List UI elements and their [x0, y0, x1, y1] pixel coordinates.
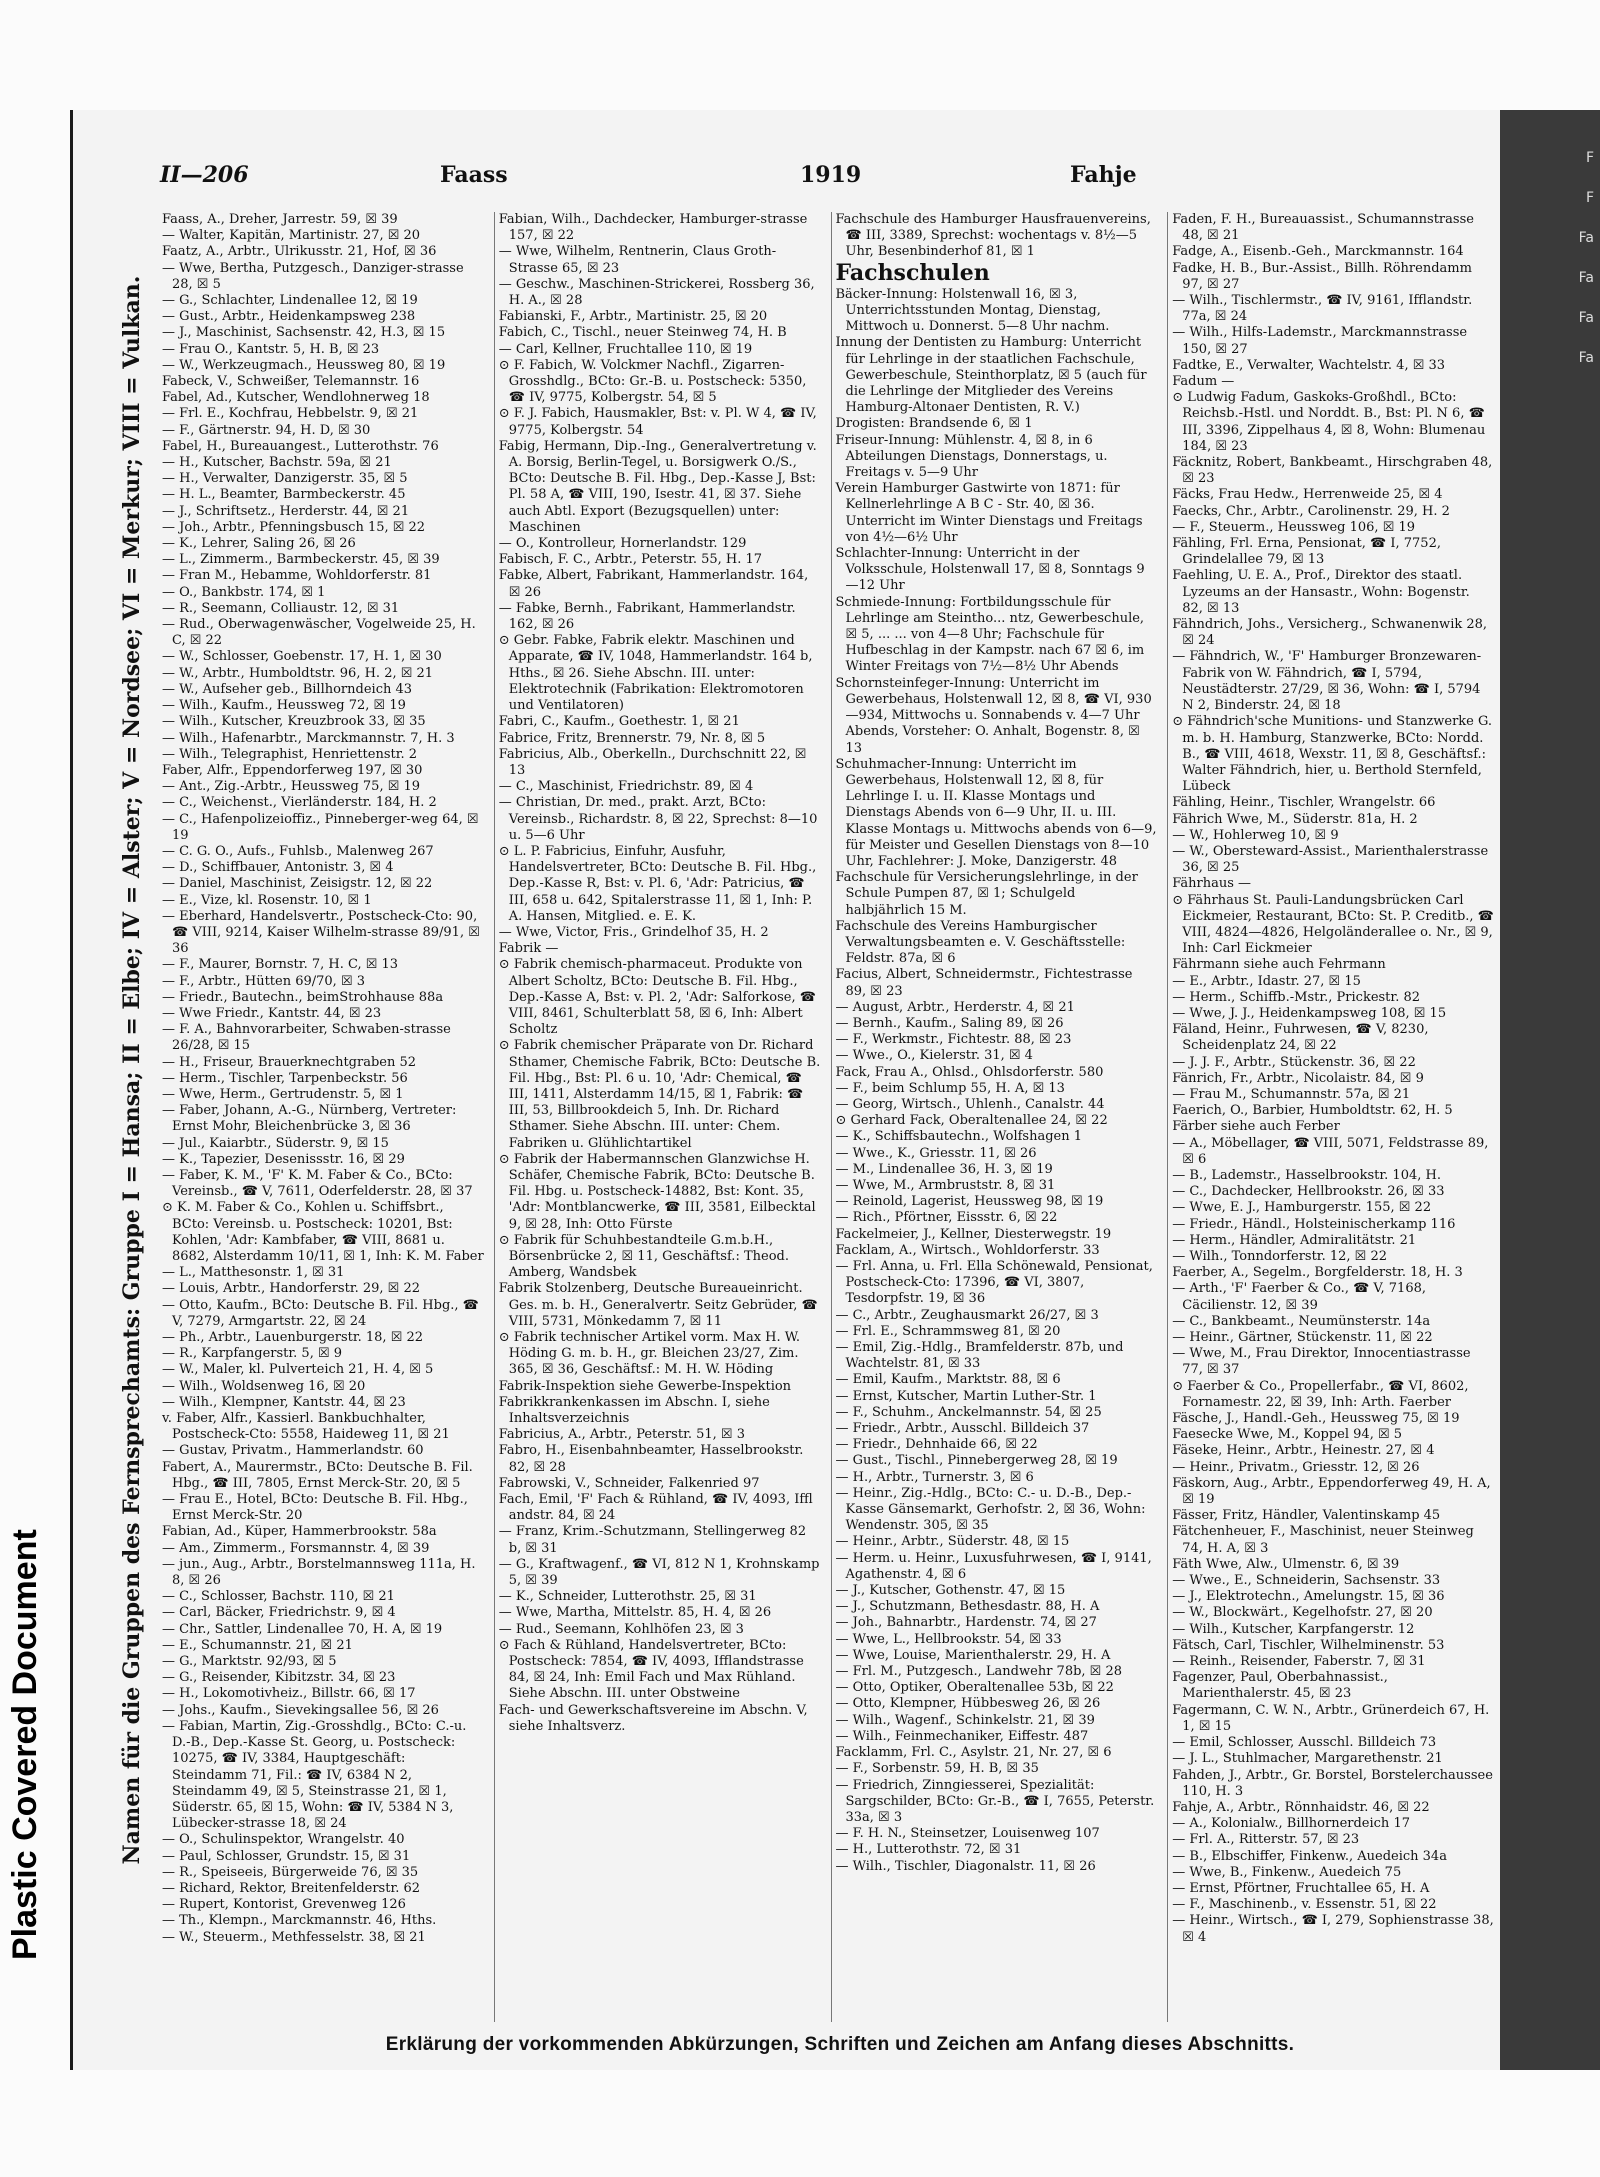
directory-entry: — C., Schlosser, Bachstr. 110, ☒ 21 — [162, 1589, 395, 1605]
directory-entry: — Frau O., Kantstr. 5, H. B, ☒ 23 — [162, 341, 380, 357]
directory-entry: — H., Verwalter, Danzigerstr. 35, ☒ 5 — [162, 471, 408, 487]
directory-entry: — Fabian, Martin, Zig.-Grosshdlg., BCto: C.-u. D.-B., Dep.-Kasse St. Georg, u. Postscheck: 10275, ☎ IV, 3384, Hauptgeschäft: Steindamm 71, Fil.: ☎ IV, 6384 N 2, Steindamm 49, ☒ 5, Steinstrasse 21, ☒ 1, Süderstr. 65, ☒ 15, Wohn: ☎ IV, 5384 N 3, Lübecker-strasse 18, ☒ 24 — [162, 1718, 467, 1832]
directory-entry: — W., Maler, kl. Pulverteich 21, H. 4, ☒ 5 — [162, 1362, 434, 1378]
directory-entry: Drogisten: Brandsende 6, ☒ 1 — [835, 416, 1033, 432]
directory-entry: Fabig, Hermann, Dip.-Ing., Generalvertretung v. A. Borsig, Berlin-Tegel, u. Borsigwerk O./S., BCto: Deutsche B. Fil. Hbg., Dep.-Kasse J, Bst: Pl. 58 A, ☎ VIII, 190, Isestr. 41, ☒ 37. Siehe auch Abtl. Export (Bezugsquellen) unter: Maschinen — [498, 438, 817, 535]
directory-entry: Fabricius, A., Arbtr., Peterstr. 51, ☒ 3 — [498, 1427, 745, 1443]
directory-entry: Fährmann siehe auch Fehrmann — [1172, 957, 1386, 973]
directory-entry: — Fran M., Hebamme, Wohldorferstr. 81 — [162, 568, 432, 584]
directory-entry: — H., Kutscher, Bachstr. 59a, ☒ 21 — [162, 455, 392, 471]
directory-entry: Fadke, H. B., Bur.-Assist., Billh. Röhrendamm 97, ☒ 27 — [1172, 260, 1472, 292]
directory-entry: ⊙ Fabrik der Habermannschen Glanzwichse H. Schäfer, Chemische Fabrik, BCto: Deutsche B. Fil. Hbg. u. Postscheck-14882, Bst: Kont. 35, 'Adr: Montblancwerke, ☎ III, 3581, Eilbecktal 9, ☒ 28, Inh: Otto Fürste — [498, 1151, 816, 1232]
directory-entry: Fähndrich, Johs., Versicherg., Schwanenwik 28, ☒ 24 — [1172, 617, 1488, 649]
directory-entry: — H., Arbtr., Turnerstr. 3, ☒ 6 — [835, 1469, 1034, 1485]
directory-entry: — F., Gärtnerstr. 94, H. D, ☒ 30 — [162, 422, 371, 438]
directory-entry: Facius, Albert, Schneidermstr., Fichtestrasse 89, ☒ 23 — [835, 967, 1133, 999]
directory-entry: Facklam, A., Wirtsch., Wohldorferstr. 33 — [835, 1242, 1100, 1258]
directory-entry: — Wilh., Woldsenweg 16, ☒ 20 — [162, 1378, 366, 1394]
directory-entry: — Wwe, M., Frau Direktor, Innocentiastrasse 77, ☒ 37 — [1172, 1346, 1471, 1378]
directory-entry: — J. J. F., Arbtr., Stückenstr. 36, ☒ 22 — [1172, 1054, 1416, 1070]
directory-entry: — F., beim Schlump 55, H. A, ☒ 13 — [835, 1080, 1065, 1096]
directory-entry: — Wilh., Tischler, Diagonalstr. 11, ☒ 26 — [835, 1858, 1096, 1874]
directory-entry: Fabian, Wilh., Dachdecker, Hamburger-strasse 157, ☒ 22 — [498, 212, 808, 244]
directory-entry: — Wwe, Wilhelm, Rentnerin, Claus Groth-Strasse 65, ☒ 23 — [498, 244, 777, 276]
directory-entry: Fabich, C., Tischl., neuer Steinweg 74, H. B — [498, 325, 787, 341]
directory-entry: — August, Arbtr., Herderstr. 4, ☒ 21 — [835, 999, 1075, 1015]
directory-entry: — C. G. O., Aufs., Fuhlsb., Malenweg 267 — [162, 843, 434, 859]
directory-entry: — Wwe, Martha, Mittelstr. 85, H. 4, ☒ 26 — [498, 1605, 772, 1621]
directory-entry: Schmiede-Innung: Fortbildungsschule für Lehrlinge am Steintho... ntz, Gewerbeschule, ☒ 5, ... ... von 4—8 Uhr; Fachschule für Hufbeschlag in der Kampstr. nach 67 ☒ 6, im Winter Freitags von 7½—8½ Uhr Abends — [835, 594, 1145, 675]
directory-entry: Fachschule des Hamburger Hausfrauenvereins, ☎ III, 3389, Sprechst: wochentags v. 8½—5 Uhr, Besenbinderhof 81, ☒ 1 — [835, 212, 1151, 260]
directory-entry: — O., Kontrolleur, Hornerlandstr. 129 — [498, 536, 747, 552]
directory-entry: — Christian, Dr. med., prakt. Arzt, BCto: Vereinsb., Richardstr. 8, ☒ 22, Sprechst: 8—10 u. 5—6 Uhr — [498, 795, 818, 843]
directory-entry: — Otto, Optiker, Oberaltenallee 53b, ☒ 22 — [835, 1680, 1114, 1696]
directory-entry: — Otto, Klempner, Hübbesweg 26, ☒ 26 — [835, 1696, 1101, 1712]
directory-entry: Fabel, Ad., Kutscher, Wendlohnerweg 18 — [162, 390, 430, 406]
directory-columns — [158, 212, 1498, 2022]
directory-entry: — Frl. E., Schrammsweg 81, ☒ 20 — [835, 1323, 1061, 1339]
directory-entry: — Emil, Kaufm., Marktstr. 88, ☒ 6 — [835, 1372, 1061, 1388]
directory-entry: Fabrikkrankenkassen im Abschn. I, siehe Inhaltsverzeichnis — [498, 1394, 770, 1427]
directory-entry: — O., Bankbstr. 174, ☒ 1 — [162, 584, 326, 600]
directory-entry: — Heinr., Arbtr., Süderstr. 48, ☒ 15 — [835, 1534, 1070, 1550]
directory-entry: — J., Schutzmann, Bethesdastr. 88, H. A — [835, 1599, 1100, 1615]
directory-entry: — F., Sorbenstr. 59, H. B, ☒ 35 — [835, 1761, 1039, 1777]
page-header — [160, 162, 1500, 196]
directory-entry: — W., Werkzeugmach., Heussweg 80, ☒ 19 — [162, 357, 446, 373]
directory-entry: Faatz, A., Arbtr., Ulrikusstr. 21, Hof, ☒ 36 — [162, 244, 437, 260]
directory-entry: — Wilh., Hilfs-Lademstr., Marckmannstrasse 150, ☒ 27 — [1172, 325, 1468, 357]
directory-entry: — Rupert, Kontorist, Grevenweg 126 — [162, 1897, 406, 1913]
column-1 — [158, 212, 488, 2022]
directory-entry: — A., Möbellager, ☎ VIII, 5071, Feldstrasse 89, ☒ 6 — [1172, 1135, 1489, 1167]
directory-entry: v. Faber, Alfr., Kassierl. Bankbuchhalter, Postscheck-Cto: 5558, Haideweg 11, ☒ 21 — [162, 1411, 450, 1443]
directory-entry: — R., Karpfangerstr. 5, ☒ 9 — [162, 1346, 343, 1362]
directory-entry: — Emil, Schlosser, Ausschl. Billdeich 73 — [1172, 1735, 1437, 1751]
directory-entry: — Friedr., Dehnhaide 66, ☒ 22 — [835, 1437, 1038, 1453]
directory-entry: — F., Arbtr., Hütten 69/70, ☒ 3 — [162, 973, 365, 989]
directory-entry: — Herm., Tischler, Tarpenbeckstr. 56 — [162, 1070, 408, 1086]
directory-entry: — Frl. Anna, u. Frl. Ella Schönewald, Pensionat, Postscheck-Cto: 17396, ☎ VI, 3807, Tesdorpfstr. 19, ☒ 36 — [835, 1259, 1153, 1307]
directory-entry: ⊙ Fabrik chemischer Präparate von Dr. Richard Sthamer, Chemische Fabrik, BCto: Deutsche B. Fil. Hbg., Bst: Pl. 6 u. 10, 'Adr: Chemical, ☎ III, 1411, Alsterdamm 14/15, ☒ 1, Fabrik: ☎ III, 53, Billbrookdeich 5, Inh. Dr. Richard Sthamer. Siehe Abschn. III. unter: Chem. Fabriken u. Glühlichtartikel — [498, 1038, 821, 1151]
directory-entry: — B., Elbschiffer, Finkenw., Auedeich 34a — [1172, 1848, 1447, 1864]
directory-entry: — Wwe, M., Armbruststr. 8, ☒ 31 — [835, 1177, 1056, 1193]
directory-entry: Fähling, Heinr., Tischler, Wrangelstr. 66 — [1172, 795, 1436, 811]
directory-entry: — Herm., Händler, Admiralitätstr. 21 — [1172, 1232, 1417, 1248]
directory-entry: — Wwe, J. J., Heidenkampsweg 108, ☒ 15 — [1172, 1005, 1447, 1021]
directory-entry: Fagenzer, Paul, Oberbahnassist., Marienthalerstr. 45, ☒ 23 — [1172, 1670, 1388, 1702]
directory-entry: — M., Lindenallee 36, H. 3, ☒ 19 — [835, 1161, 1053, 1177]
directory-entry: — Wilh., Tonndorferstr. 12, ☒ 22 — [1172, 1249, 1387, 1264]
directory-entry: Fätchenheuer, F., Maschinist, neuer Steinweg 74, H. A, ☒ 3 — [1172, 1524, 1474, 1556]
directory-entry: Faerich, O., Barbier, Humboldtstr. 62, H. 5 — [1172, 1103, 1453, 1119]
directory-entry: — J., Schriftsetz., Herderstr. 44, ☒ 21 — [162, 503, 410, 519]
directory-entry: — Wwe Friedr., Kantstr. 44, ☒ 23 — [162, 1005, 382, 1021]
directory-entry: — Frau M., Schumannstr. 57a, ☒ 21 — [1172, 1086, 1411, 1102]
directory-entry: ⊙ Fähndrich'sche Munitions- und Stanzwerke G. m. b. H. Hamburg, Stanzwerke, BCto: Nordd. B., ☎ VIII, 4618, Wexstr. 11, ☒ 8, Geschäftsf.: Walter Fähndrich, hier, u. Berthold Sternfeld, Lübeck — [1172, 714, 1493, 795]
directory-entry: — W., Arbtr., Humboldtstr. 96, H. 2, ☒ 21 — [162, 665, 434, 681]
directory-entry: — J. L., Stuhlmacher, Margarethenstr. 21 — [1172, 1751, 1443, 1767]
directory-entry: — Ernst, Kutscher, Martin Luther-Str. 1 — [835, 1388, 1097, 1404]
directory-entry: Fährich Wwe, M., Süderstr. 81a, H. 2 — [1172, 811, 1418, 827]
directory-entry: Fackelmeier, J., Kellner, Diesterwegstr. 19 — [835, 1226, 1112, 1242]
directory-entry: — J., Maschinist, Sachsenstr. 42, H.3, ☒ 15 — [162, 325, 446, 341]
directory-entry: Faass, A., Dreher, Jarrestr. 59, ☒ 39 — [162, 212, 398, 227]
directory-entry: — L., Zimmerm., Barmbeckerstr. 45, ☒ 39 — [162, 552, 440, 568]
directory-entry: Fäth Wwe, Alw., Ulmenstr. 6, ☒ 39 — [1172, 1556, 1400, 1572]
directory-entry: Faber, Alfr., Eppendorferweg 197, ☒ 30 — [162, 762, 423, 778]
directory-entry: — Walter, Kapitän, Martinistr. 27, ☒ 20 — [162, 228, 421, 244]
directory-entry: — K., Schneider, Lutterothstr. 25, ☒ 31 — [498, 1589, 757, 1605]
directory-entry: — W., Schlosser, Goebenstr. 17, H. 1, ☒ 30 — [162, 649, 442, 665]
column-4 — [1167, 212, 1498, 2022]
directory-entry: — Wwe, Bertha, Putzgesch., Danziger-strasse 28, ☒ 5 — [162, 260, 464, 292]
directory-entry: Fadge, A., Eisenb.-Geh., Marckmannstr. 164 — [1172, 244, 1464, 260]
directory-entry: — Frau E., Hotel, BCto: Deutsche B. Fil. Hbg., Ernst Merck-Str. 20 — [162, 1492, 468, 1524]
directory-entry: — Gustav, Privatm., Hammerlandstr. 60 — [162, 1443, 424, 1459]
directory-entry: — Wwe, Herm., Gertrudenstr. 5, ☒ 1 — [162, 1086, 404, 1102]
directory-entry: — Franz, Krim.-Schutzmann, Stellingerweg 82 b, ☒ 31 — [498, 1524, 807, 1556]
directory-entry: Fabrice, Fritz, Brennerstr. 79, Nr. 8, ☒ 5 — [498, 730, 766, 746]
adjacent-page-edge — [1500, 110, 1600, 2070]
directory-entry: — Wilh., Tischlermstr., ☎ IV, 9161, Ifflandstr. 77a, ☒ 24 — [1172, 293, 1473, 325]
directory-entry: — C., Arbtr., Zeughausmarkt 26/27, ☒ 3 — [835, 1307, 1099, 1323]
column-2 — [494, 212, 825, 2022]
directory-entry: ⊙ K. M. Faber & Co., Kohlen u. Schiffsbrt., BCto: Vereinsb. u. Postscheck: 10201, Bst: Kohlen, 'Adr: Kambfaber, ☎ VIII, 8681 u. 8682, Alsterdamm 10/11, ☒ 1, Inh: K. M. Faber — [162, 1200, 484, 1264]
directory-entry: ⊙ Fach & Rühland, Handelsvertreter, BCto: Postscheck: 7854, ☎ IV, 4093, Ifflandstrasse 84, ☒ 24, Inh: Emil Fach und Max Rühland. Siehe Abschn. III. unter Obstweine — [498, 1637, 804, 1702]
directory-entry: — Faber, Johann, A.-G., Nürnberg, Vertreter: Ernst Mohr, Bleichenbrücke 3, ☒ 36 — [162, 1103, 457, 1135]
directory-entry: Facklamm, Frl. C., Asylstr. 21, Nr. 27, ☒ 6 — [835, 1745, 1112, 1761]
directory-entry: Verein Hamburger Gastwirte von 1871: für Kellnerlehrlinge A B C - Str. 40, ☒ 36. Unterricht im Winter Dienstags und Freitags von 4½—6½ Uhr — [835, 481, 1143, 545]
directory-entry: — Faber, K. M., 'F' K. M. Faber & Co., BCto: Vereinsb., ☎ V, 7611, Oderfelderstr. 28, ☒ 37 — [162, 1167, 473, 1200]
directory-entry: — Fabke, Bernh., Fabrikant, Hammerlandstr. 162, ☒ 26 — [498, 600, 796, 633]
directory-entry: — Carl, Bäcker, Friedrichstr. 9, ☒ 4 — [162, 1605, 396, 1621]
vertical-band-text: Namen für die Gruppen des Fernsprechamts: Gruppe I = Hansa; II = Elbe; IV = Alster; V = Nordsee; VI = Merkur; VIII = Vulkan. — [119, 275, 145, 1865]
directory-entry: — Friedrich, Zinngiesserei, Spezialität: Sargschilder, BCto: Gr.-B., ☎ I, 7655, Peterstr. 33a, ☒ 3 — [835, 1777, 1155, 1825]
directory-entry: Fähling, Frl. Erna, Pensionat, ☎ I, 7752, Grindelallee 79, ☒ 13 — [1172, 536, 1441, 568]
directory-entry: — Joh., Bahnarbtr., Hardenstr. 74, ☒ 27 — [835, 1615, 1097, 1631]
directory-entry: Fäskorn, Aug., Arbtr., Eppendorferweg 49, H. A, ☒ 19 — [1172, 1475, 1491, 1508]
directory-entry: Fabrik — — [498, 941, 559, 957]
directory-entry: Fadum — — [1172, 374, 1235, 390]
directory-entry: Faerber, A., Segelm., Borgfelderstr. 18, H. 3 — [1172, 1265, 1463, 1281]
directory-entry: — Wilh., Kutscher, Kreuzbrook 33, ☒ 35 — [162, 714, 426, 730]
directory-entry: Faesecke Wwe, M., Koppel 94, ☒ 5 — [1172, 1427, 1403, 1443]
directory-entry: — Geschw., Maschinen-Strickerei, Rossberg 36, H. A., ☒ 28 — [498, 276, 815, 309]
directory-entry: Fäcknitz, Robert, Bankbeamt., Hirschgraben 48, ☒ 23 — [1172, 455, 1493, 487]
directory-entry: — W., Obersteward-Assist., Marienthalerstrasse 36, ☒ 25 — [1172, 843, 1489, 876]
directory-entry: Fabel, H., Bureauangest., Lutterothstr. 76 — [162, 438, 439, 454]
directory-entry: — K., Lehrer, Saling 26, ☒ 26 — [162, 536, 356, 552]
directory-entry: Färber siehe auch Ferber — [1172, 1119, 1340, 1135]
vertical-band — [112, 220, 152, 1920]
directory-entry: — jun., Aug., Arbtr., Borstelmannsweg 111a, H. 8, ☒ 26 — [162, 1556, 476, 1589]
directory-entry: — Frl. E., Kochfrau, Hebbelstr. 9, ☒ 21 — [162, 406, 419, 422]
directory-entry: — Heinr., Privatm., Griesstr. 12, ☒ 26 — [1172, 1459, 1420, 1475]
directory-entry: Friseur-Innung: Mühlenstr. 4, ☒ 8, in 6 Abteilungen Dienstags, Donnerstags, u. Freitags v. 5—9 Uhr — [835, 432, 1108, 481]
directory-entry: — Wilh., Kaufm., Heussweg 72, ☒ 19 — [162, 698, 406, 714]
directory-entry: Fachschule des Vereins Hamburgischer Verwaltungsbeamten e. V. Geschäftsstelle: Feldstr. 87a, ☒ 6 — [835, 918, 1126, 967]
directory-entry: — Friedr., Arbtr., Ausschl. Billdeich 37 — [835, 1421, 1090, 1437]
directory-entry: — Otto, Kaufm., BCto: Deutsche B. Fil. Hbg., ☎ V, 7279, Armgartstr. 22, ☒ 24 — [162, 1297, 479, 1329]
directory-entry: — Louis, Arbtr., Handorferstr. 29, ☒ 22 — [162, 1281, 421, 1297]
directory-entry: — Reinold, Lagerist, Heussweg 98, ☒ 19 — [835, 1194, 1104, 1210]
directory-entry: Fänrich, Fr., Arbtr., Nicolaistr. 84, ☒ 9 — [1172, 1070, 1424, 1086]
directory-entry: — F., Maurer, Bornstr. 7, H. C, ☒ 13 — [162, 957, 399, 973]
directory-entry: — Gust., Tischl., Pinnebergerweg 28, ☒ 19 — [835, 1453, 1118, 1469]
directory-entry: — Frl. A., Ritterstr. 57, ☒ 23 — [1172, 1832, 1360, 1848]
directory-entry: — J., Kutscher, Gothenstr. 47, ☒ 15 — [835, 1583, 1066, 1599]
directory-entry: — G., Marktstr. 92/93, ☒ 5 — [162, 1654, 337, 1670]
directory-entry: — Chr., Sattler, Lindenallee 70, H. A, ☒ 19 — [162, 1621, 443, 1637]
directory-entry: — Am., Zimmerm., Forsmannstr. 4, ☒ 39 — [162, 1540, 430, 1556]
directory-entry: — G., Schlachter, Lindenallee 12, ☒ 19 — [162, 293, 418, 309]
directory-entry: ⊙ Fabrik für Schuhbestandteile G.m.b.H., Börsenbrücke 2, ☒ 11, Geschäftsf.: Theod. Amberg, Wandsbek — [498, 1232, 789, 1281]
directory-entry: — Rich., Pförtner, Eissstr. 6, ☒ 22 — [835, 1210, 1058, 1226]
directory-entry: — C., Bankbeamt., Neumünsterstr. 14a — [1172, 1313, 1431, 1329]
directory-entry: — A., Kolonialw., Billhornerdeich 17 — [1172, 1816, 1410, 1832]
directory-entry: — Wilh., Wagenf., Schinkelstr. 21, ☒ 39 — [835, 1712, 1095, 1728]
directory-entry: — Heinr., Gärtner, Stückenstr. 11, ☒ 22 — [1172, 1330, 1433, 1346]
directory-entry: — H., Friseur, Brauerknechtgraben 52 — [162, 1054, 417, 1070]
directory-entry: Fabricius, Alb., Oberkelln., Durchschnitt 22, ☒ 13 — [498, 746, 807, 778]
directory-entry: ⊙ Faerber & Co., Propellerfabr., ☎ VI, 8602, Fornamestr. 22, ☒ 39, Inh: Arth. Faerber — [1172, 1378, 1469, 1410]
directory-entry: — Rud., Oberwagenwäscher, Vogelweide 25, H. C, ☒ 22 — [162, 617, 476, 649]
directory-entry: — Arth., 'F' Faerber & Co., ☎ V, 7168, Cäcilienstr. 12, ☒ 39 — [1172, 1281, 1427, 1313]
directory-entry: Faehling, U. E. A., Prof., Direktor des staatl. Lyzeums an der Hansastr., Wohn: Bogenstr. 82, ☒ 13 — [1172, 568, 1470, 616]
directory-entry: — W., Steuerm., Methfesselstr. 38, ☒ 21 — [162, 1929, 426, 1945]
directory-entry: — L., Matthesonstr. 1, ☒ 31 — [162, 1265, 345, 1281]
header-year: 1919 — [800, 162, 862, 188]
directory-entry: Schuhmacher-Innung: Unterricht im Gewerbehaus, Holstenwall 12, ☒ 8, für Lehrlinge I. u. II. Klasse Montags und Dienstags Abends von 6—9 Uhr, II. u. III. Klasse Montags u. Mittwochs abends von 6—9, für Meister und Gesellen Dienstags von 8—10 Uhr, Fachlehrer: J. Moke, Danzigerstr. 48 — [835, 756, 1157, 869]
directory-entry: Fätsch, Carl, Tischler, Wilhelminenstr. 53 — [1172, 1637, 1445, 1653]
side-label: Plastic Covered Document — [6, 1529, 44, 1960]
directory-entry: Fabke, Albert, Fabrikant, Hammerlandstr. 164, ☒ 26 — [498, 568, 809, 600]
directory-entry: — Jul., Kaiarbtr., Süderstr. 9, ☒ 15 — [162, 1135, 389, 1151]
directory-entry: Bäcker-Innung: Holstenwall 16, ☒ 3, Unterrichtsstunden Montag, Dienstag, Mittwoch u. Donnerst. 5—8 Uhr nachm. — [835, 286, 1110, 335]
directory-entry: ⊙ Ludwig Fadum, Gaskoks-Großhdl., BCto: Reichsb.-Hstl. und Norddt. B., Bst: Pl. N 6, ☎ III, 3396, Zippelhaus 4, ☒ 8, Wohn: Blumenau 184, ☒ 23 — [1172, 390, 1486, 454]
directory-entry: — Wilh., Feinmechaniker, Eiffestr. 487 — [835, 1728, 1089, 1744]
directory-entry: — D., Schiffbauer, Antonistr. 3, ☒ 4 — [162, 860, 394, 876]
directory-entry: — Reinh., Reisender, Faberstr. 7, ☒ 31 — [1172, 1654, 1426, 1670]
directory-entry: — Frl. M., Putzgesch., Landwehr 78b, ☒ 28 — [835, 1664, 1123, 1680]
directory-entry: — Th., Klempn., Marckmannstr. 46, Hths. — [162, 1913, 437, 1929]
directory-entry: — Wwe, B., Finkenw., Auedeich 75 — [1172, 1864, 1402, 1880]
section-heading: Fachschulen — [835, 259, 990, 286]
directory-entry: — Friedr., Händl., Holsteinischerkamp 116 — [1172, 1216, 1456, 1232]
directory-entry: — C., Dachdecker, Hellbrookstr. 26, ☒ 33 — [1172, 1184, 1445, 1200]
directory-entry: Fahden, J., Arbtr., Gr. Borstel, Borstelerchaussee 110, H. 3 — [1172, 1767, 1493, 1799]
directory-entry: — C., Maschinist, Friedrichstr. 89, ☒ 4 — [498, 779, 754, 795]
directory-entry: — J., Elektrotechn., Amelungstr. 15, ☒ 36 — [1172, 1589, 1445, 1605]
directory-entry: ⊙ F. J. Fabich, Hausmakler, Bst: v. Pl. W 4, ☎ IV, 9775, Kolbergstr. 54 — [498, 406, 817, 438]
directory-entry: — Eberhard, Handelsvertr., Postscheck-Cto: 90, ☎ VIII, 9214, Kaiser Wilhelm-strasse 89/91, ☒ 36 — [162, 908, 480, 957]
directory-entry: — K., Schiffsbautechn., Wolfshagen 1 — [835, 1129, 1083, 1145]
edge-letter: F — [1585, 190, 1594, 206]
directory-entry: — Wilh., Hafenarbtr., Marckmannstr. 7, H. 3 — [162, 730, 455, 746]
directory-entry: — E., Schumannstr. 21, ☒ 21 — [162, 1637, 353, 1653]
directory-entry: — R., Seemann, Colliaustr. 12, ☒ 31 — [162, 600, 400, 616]
directory-entry: — Wwe, L., Hellbrookstr. 54, ☒ 33 — [835, 1631, 1062, 1647]
header-left-word: Faass — [440, 162, 508, 188]
directory-entry: — Rud., Seemann, Kohlhöfen 23, ☒ 3 — [498, 1621, 744, 1637]
directory-entry: — G., Reisender, Kibitzstr. 34, ☒ 23 — [162, 1670, 396, 1686]
footer-note: Erklärung der vorkommenden Abkürzungen, Schriften und Zeichen am Anfang dieses Abschnitts. — [385, 2034, 1295, 2055]
directory-entry: ⊙ Gerhard Fack, Oberaltenallee 24, ☒ 22 — [835, 1113, 1108, 1129]
directory-entry: ⊙ Fabrik chemisch-pharmaceut. Produkte von Albert Scholtz, BCto: Deutsche B. Fil. Hbg., Dep.-Kasse A, Bst: v. Pl. 2, 'Adr: Salforkose, ☎ VIII, 8461, Schulterblatt 58, ☒ 6, Inh: Albert Scholtz — [498, 957, 816, 1038]
directory-entry: — Paul, Schlosser, Grundstr. 15, ☒ 31 — [162, 1848, 411, 1864]
directory-entry: — W., Aufseher geb., Billhorndeich 43 — [162, 681, 413, 697]
directory-entry: — Emil, Zig.-Hdlg., Bramfelderstr. 87b, und Wachtelstr. 81, ☒ 33 — [835, 1340, 1124, 1372]
directory-entry: — F., Werkmstr., Fichtestr. 88, ☒ 23 — [835, 1032, 1072, 1048]
directory-entry: Fässer, Fritz, Händler, Valentinskamp 45 — [1172, 1508, 1441, 1524]
directory-entry: — C., Weichenst., Vierländerstr. 184, H. 2 — [162, 795, 437, 811]
directory-entry: Fabrowski, V., Schneider, Falkenried 97 — [498, 1475, 760, 1491]
directory-entry: Schornsteinfeger-Innung: Unterricht im Gewerbehaus, Holstenwall 12, ☒ 8, ☎ VI, 930—934, Mittwochs u. Sonnabends v. 4—7 Uhr Abends, Vorsteher: O. Anhalt, Bogenstr. 8, ☒ 13 — [835, 675, 1152, 756]
directory-entry: — G., Kraftwagenf., ☎ VI, 812 N 1, Krohnskamp 5, ☒ 39 — [498, 1556, 820, 1589]
directory-entry: — Wilh., Kutscher, Karpfangerstr. 12 — [1172, 1621, 1415, 1637]
directory-entry: — Friedr., Bautechn., beimStrohhause 88a — [162, 989, 444, 1005]
directory-entry: Fabri, C., Kaufm., Goethestr. 1, ☒ 21 — [498, 714, 740, 730]
page-number: II—206 — [160, 162, 249, 188]
directory-entry: Fährhaus — — [1172, 876, 1252, 892]
directory-entry: ⊙ Fabrik technischer Artikel vorm. Max H. W. Höding G. m. b. H., gr. Bleichen 23/27, Zim. 365, ☒ 36, Geschäftsf.: M. H. W. Höding — [498, 1330, 801, 1378]
directory-entry: Fabert, A., Maurermstr., BCto: Deutsche B. Fil. Hbg., ☎ III, 7805, Ernst Merck-Str. 20, ☒ 5 — [162, 1459, 473, 1491]
directory-entry: — H., Lutterothstr. 72, ☒ 31 — [835, 1842, 1022, 1858]
directory-entry: — Wwe., E., Schneiderin, Sachsenstr. 33 — [1172, 1573, 1441, 1589]
directory-entry: — Georg, Wirtsch., Uhlenh., Canalstr. 44 — [835, 1096, 1105, 1112]
directory-entry: Fäland, Heinr., Fuhrwesen, ☎ V, 8230, Scheidenplatz 24, ☒ 22 — [1172, 1022, 1429, 1054]
directory-entry: — Herm. u. Heinr., Luxusfuhrwesen, ☎ I, 9141, Agathenstr. 4, ☒ 6 — [835, 1550, 1152, 1582]
edge-letter: Fa — [1578, 310, 1594, 326]
directory-entry: — Richard, Rektor, Breitenfelderstr. 62 — [162, 1880, 421, 1896]
directory-entry: Fäseke, Heinr., Arbtr., Heinestr. 27, ☒ 4 — [1172, 1443, 1435, 1459]
directory-entry: — Gust., Arbtr., Heidenkampsweg 238 — [162, 309, 416, 325]
directory-entry: — W., Hohlerweg 10, ☒ 9 — [1172, 827, 1339, 843]
directory-entry: — H. L., Beamter, Barmbeckerstr. 45 — [162, 487, 406, 503]
directory-entry: — E., Arbtr., Idastr. 27, ☒ 15 — [1172, 973, 1361, 989]
directory-entry: — Ant., Zig.-Arbtr., Heussweg 75, ☒ 19 — [162, 779, 421, 795]
edge-letter: Fa — [1578, 230, 1594, 246]
directory-entry: Fabro, H., Eisenbahnbeamter, Hasselbrookstr. 82, ☒ 28 — [498, 1443, 804, 1475]
directory-entry: — Wwe, Louise, Marienthalerstr. 29, H. A — [835, 1647, 1111, 1663]
directory-entry: — H., Lokomotivheiz., Billstr. 66, ☒ 17 — [162, 1686, 416, 1702]
directory-entry: Fabianski, F., Arbtr., Martinistr. 25, ☒ 20 — [498, 309, 768, 325]
directory-entry: — Bernh., Kaufm., Saling 89, ☒ 26 — [835, 1015, 1064, 1031]
directory-entry: Faden, F. H., Bureauassist., Schumannstrasse 48, ☒ 21 — [1172, 212, 1474, 244]
directory-entry: — O., Schulinspektor, Wrangelstr. 40 — [162, 1832, 405, 1848]
directory-entry: — Wwe., O., Kielerstr. 31, ☒ 4 — [835, 1048, 1033, 1064]
directory-entry: — F., Steuerm., Heussweg 106, ☒ 19 — [1172, 519, 1416, 535]
column-3 — [831, 212, 1162, 2022]
directory-entry: — E., Vize, kl. Rosenstr. 10, ☒ 1 — [162, 892, 372, 908]
directory-entry: — C., Hafenpolizeioffiz., Pinneberger-weg 64, ☒ 19 — [162, 811, 479, 843]
directory-entry: Fadtke, E., Verwalter, Wachtelstr. 4, ☒ 33 — [1172, 357, 1446, 373]
directory-entry: — R., Speiseeis, Bürgerweide 76, ☒ 35 — [162, 1864, 419, 1880]
directory-entry: ⊙ Gebr. Fabke, Fabrik elektr. Maschinen und Apparate, ☎ IV, 1048, Hammerlandstr. 164 b, Hths., ☒ 26. Siehe Abschn. III. unter: Elektrotechnik (Fabrikation: Elektromotoren und Ventilatoren) — [498, 633, 813, 714]
directory-entry: ⊙ F. Fabich, W. Volckmer Nachfl., Zigarren-Grosshdlg., BCto: Gr.-B. u. Postscheck: 5350, ☎ IV, 9775, Kolbergstr. 54, ☒ 5 — [498, 357, 807, 406]
directory-entry: — Johs., Kaufm., Sievekingsallee 56, ☒ 26 — [162, 1702, 439, 1718]
directory-entry: — Joh., Arbtr., Pfenningsbusch 15, ☒ 22 — [162, 519, 426, 535]
directory-entry: Fahje, A., Arbtr., Rönnhaidstr. 46, ☒ 22 — [1172, 1799, 1430, 1815]
directory-entry: Fabisch, F. C., Arbtr., Peterstr. 55, H. 17 — [498, 552, 763, 568]
directory-entry: Fabrik-Inspektion siehe Gewerbe-Inspektion — [498, 1378, 792, 1394]
directory-entry: Fack, Frau A., Ohlsd., Ohlsdorferstr. 580 — [835, 1064, 1104, 1080]
edge-letter: F — [1585, 150, 1594, 166]
directory-entry: — F., Maschinenb., v. Essenstr. 51, ☒ 22 — [1172, 1897, 1437, 1913]
directory-entry: — Heinr., Wirtsch., ☎ I, 279, Sophienstrasse 38, ☒ 4 — [1172, 1913, 1494, 1945]
directory-entry: — W., Blockwärt., Kegelhofstr. 27, ☒ 20 — [1172, 1605, 1433, 1621]
edge-letter: Fa — [1578, 270, 1594, 286]
directory-entry: Fagermann, C. W. N., Arbtr., Grünerdeich 67, H. 1, ☒ 15 — [1172, 1702, 1490, 1734]
directory-entry: Fach- und Gewerkschaftsvereine im Abschn. V, siehe Inhaltsverz. — [498, 1702, 808, 1734]
directory-entry: Fach, Emil, 'F' Fach & Rühland, ☎ IV, 4093, Iffl andstr. 84, ☒ 24 — [498, 1492, 813, 1524]
directory-entry: Fabeck, V., Schweißer, Telemannstr. 16 — [162, 374, 420, 390]
directory-entry: ⊙ Fährhaus St. Pauli-Landungsbrücken Carl Eickmeier, Restaurant, BCto: St. P. Creditb., ☎ VIII, 4824—4826, Helgoländerallee o. Nr., ☒ 9, Inh: Carl Eickmeier — [1172, 892, 1494, 957]
directory-entry: — Wwe, E. J., Hamburgerstr. 155, ☒ 22 — [1172, 1200, 1432, 1216]
directory-entry: — F. H. N., Steinsetzer, Louisenweg 107 — [835, 1826, 1100, 1842]
directory-entry: — Ph., Arbtr., Lauenburgerstr. 18, ☒ 22 — [162, 1330, 424, 1346]
edge-letter: Fa — [1578, 350, 1594, 366]
directory-entry: — Heinr., Zig.-Hdlg., BCto: C.- u. D.-B., Dep.-Kasse Gänsemarkt, Gerhofstr. 2, ☒ 36, Wohn: Wendenstr. 305, ☒ 35 — [835, 1485, 1146, 1534]
directory-entry: Schlachter-Innung: Unterricht in der Volksschule, Holstenwall 17, ☒ 8, Sonntags 9—12 Uhr — [835, 546, 1145, 594]
directory-entry: Innung der Dentisten zu Hamburg: Unterricht für Lehrlinge in der staatlichen Fachschule, Gewerbeschule, Steinthorplatz, ☒ 5 (auch für die Lehrlinge der Mitglieder des Vereins Hamburg-Altonaer Dentisten, R. V.) — [835, 335, 1147, 416]
directory-entry: Faecks, Chr., Arbtr., Carolinenstr. 29, H. 2 — [1172, 503, 1450, 519]
header-right-word: Fahje — [1070, 162, 1137, 188]
directory-entry: — Ernst, Pförtner, Fruchtallee 65, H. A — [1172, 1880, 1430, 1896]
directory-entry: — F., Schuhm., Anckelmannstr. 54, ☒ 25 — [835, 1404, 1102, 1420]
directory-entry: Fäsche, J., Handl.-Geh., Heussweg 75, ☒ 19 — [1172, 1411, 1460, 1427]
directory-entry: Fabrik Stolzenberg, Deutsche Bureaueinricht. Ges. m. b. H., Generalvertr. Seitz Gebrüder, ☎ VIII, 5731, Mönkedamm 7, ☒ 11 — [498, 1281, 818, 1329]
directory-entry: Fabian, Ad., Küper, Hammerbrookstr. 58a — [162, 1524, 437, 1540]
directory-entry: — Fähndrich, W., 'F' Hamburger Bronzewaren-Fabrik von W. Fähndrich, ☎ I, 5794, Neustädterstr. 27/29, ☒ 36, Wohn: ☎ I, 5794 N 2, Binderstr. 24, ☒ 18 — [1172, 649, 1482, 714]
directory-entry: — B., Lademstr., Hasselbrookstr. 104, H. — [1172, 1167, 1441, 1183]
directory-entry: — Wwe., K., Griesstr. 11, ☒ 26 — [835, 1145, 1037, 1161]
directory-entry: ⊙ L. P. Fabricius, Einfuhr, Ausfuhr, Handelsvertreter, BCto: Deutsche B. Fil. Hbg., Dep.-Kasse R, Bst: v. Pl. 6, 'Adr: Patricius, ☎ III, 658 u. 642, Spitalerstrasse 11, ☒ 1, Inh: P. A. Hansen, Mitglied. e. E. K. — [498, 843, 817, 924]
directory-entry: — Wwe, Victor, Fris., Grindelhof 35, H. 2 — [498, 924, 769, 940]
directory-entry: Fachschule für Versicherungslehrlinge, in der Schule Pumpen 87, ☒ 1; Schulgeld halbjährlich 15 M. — [835, 870, 1138, 918]
directory-entry: — Daniel, Maschinist, Zeisigstr. 12, ☒ 22 — [162, 876, 433, 892]
directory-entry: — Carl, Kellner, Fruchtallee 110, ☒ 19 — [498, 341, 753, 357]
directory-entry: Fäcks, Frau Hedw., Herrenweide 25, ☒ 4 — [1172, 487, 1443, 503]
directory-entry: — K., Tapezier, Desenissstr. 16, ☒ 29 — [162, 1151, 405, 1167]
directory-entry: — F. A., Bahnvorarbeiter, Schwaben-strasse 26/28, ☒ 15 — [162, 1022, 451, 1054]
directory-entry: — Wilh., Klempner, Kantstr. 44, ☒ 23 — [162, 1394, 406, 1410]
directory-entry: — Herm., Schiffb.-Mstr., Prickestr. 82 — [1172, 989, 1420, 1005]
directory-entry: — Wilh., Telegraphist, Henriettenstr. 2 — [162, 746, 418, 762]
